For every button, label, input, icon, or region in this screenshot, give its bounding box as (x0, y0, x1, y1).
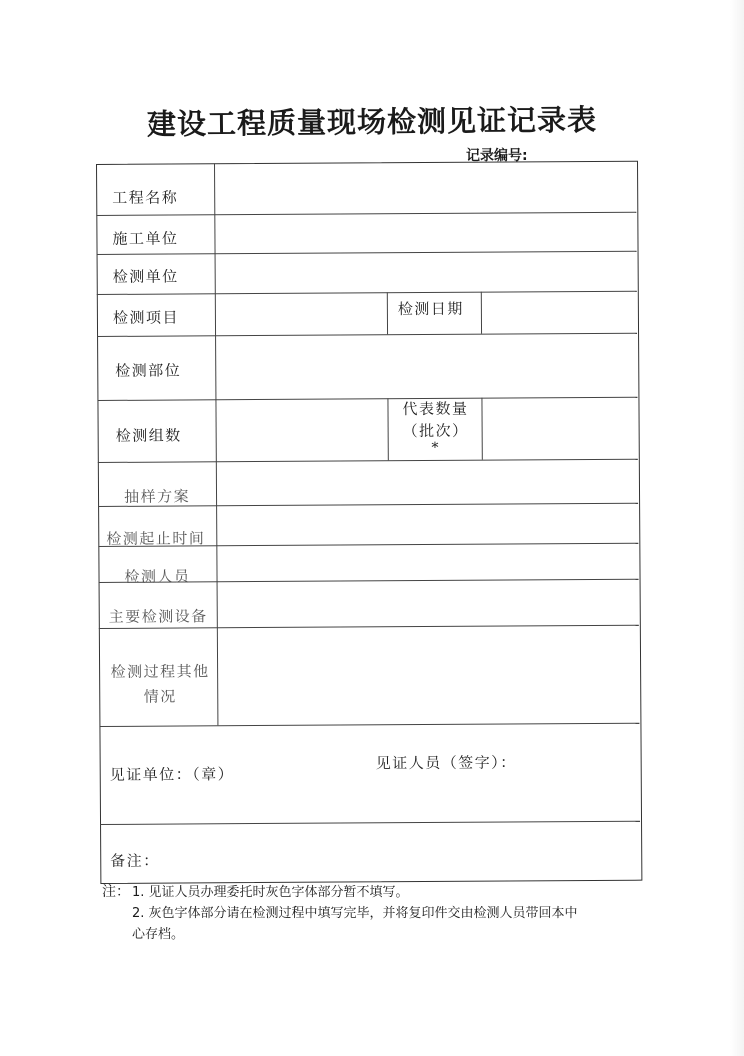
footnote-text: 1. 见证人员办理委托时灰色字体部分暂不填写。 (132, 885, 409, 900)
footnote-item: 2. 灰色字体部分请在检测过程中填写完毕，并将复印件交由检测人员带回本中 (132, 906, 578, 921)
witness-person-label: 见证人员（签字）： (375, 753, 517, 773)
main-test-equipment-label: 主要检测设备 (108, 607, 208, 626)
other-situations-line2: 情况 (143, 687, 177, 706)
representative-quantity-line1: 代表数量 (402, 399, 469, 419)
footnote-item (102, 882, 682, 903)
test-date-label: 检测日期 (397, 299, 464, 319)
test-personnel-label: 检测人员 (124, 567, 191, 586)
sampling-plan-label: 抽样方案 (123, 487, 191, 506)
representative-quantity-mark: * (431, 439, 441, 456)
testing-unit-label: 检测单位 (112, 267, 179, 286)
test-location-label: 检测部位 (115, 361, 182, 380)
remarks-label: 备注： (110, 851, 160, 870)
footnote-item: 心存档。 (132, 927, 185, 942)
record-number-label: 记录编号: (466, 148, 528, 164)
footnote-prefix: 注： (102, 884, 130, 900)
document-title: 建设工程质量现场检测见证记录表 (146, 102, 598, 142)
witness-unit-label: 见证单位：（章） (109, 765, 235, 784)
other-situations-label (107, 659, 213, 710)
test-item-label: 检测项目 (112, 308, 180, 327)
scan-edge (730, 0, 744, 1056)
test-start-end-time-label: 检测起止时间 (106, 529, 206, 548)
representative-quantity-line2: （批次） (402, 421, 469, 441)
witness-record-form (96, 161, 642, 884)
footnotes (102, 882, 682, 945)
test-group-count-label: 检测组数 (115, 426, 182, 445)
construction-unit-label: 施工单位 (112, 229, 179, 248)
project-name-label: 工程名称 (112, 188, 179, 207)
representative-quantity-label (393, 398, 477, 455)
other-situations-line1: 检测过程其他 (110, 662, 210, 681)
